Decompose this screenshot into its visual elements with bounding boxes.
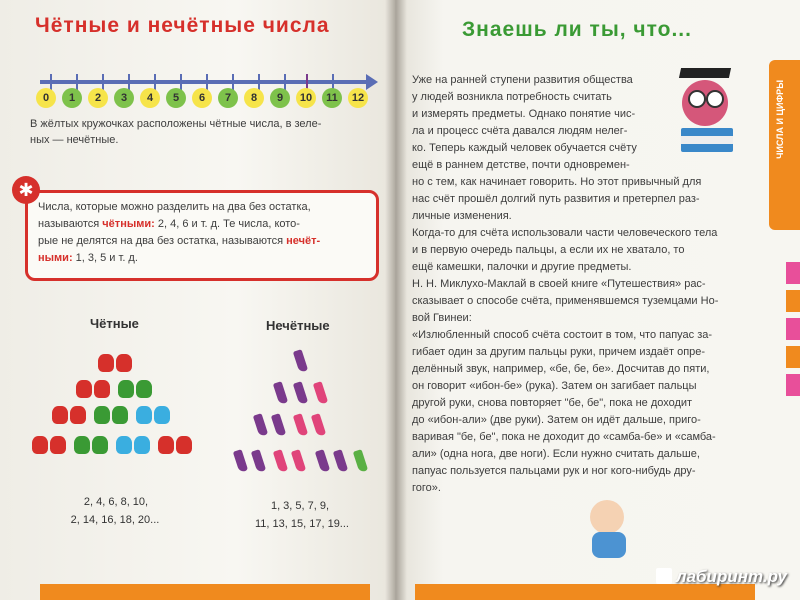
rule-line-2: называются чётными: 2, 4, 6 и т. д. Те числа, кото- <box>38 218 300 230</box>
number-circle: 9 <box>270 88 290 108</box>
rule-line-3: рые не делятся на два без остатка, называются нечёт- <box>38 235 321 247</box>
number-circle: 8 <box>244 88 264 108</box>
text-line: нас счёт прошёл долгий путь развития и претерпел раз- <box>412 193 700 205</box>
edge-tab <box>786 318 800 340</box>
section-side-tab: ЧИСЛА И ЦИФРЫ <box>769 60 800 230</box>
child-illustration <box>590 500 624 534</box>
owl-illustration <box>682 80 728 126</box>
legend-text-1: В жёлтых кружочках расположены чётные числа, в зеле- <box>30 118 322 130</box>
rule-line-4: ными: 1, 3, 5 и т. д. <box>38 252 138 264</box>
number-circle: 5 <box>166 88 186 108</box>
text-line: Н. Н. Миклухо-Маклай в своей книге «Путешествия» рас- <box>412 278 706 290</box>
book-gutter <box>385 0 407 600</box>
number-circle: 10 <box>296 88 316 108</box>
edge-tab <box>786 374 800 396</box>
text-line: но с тем, как начинает говорить. Но этот привычный для <box>412 176 702 188</box>
text-line: личные изменения. <box>412 210 512 222</box>
books-illustration <box>681 128 733 152</box>
number-circle: 2 <box>88 88 108 108</box>
text-line: и измерять предметы. Однако понятие чис- <box>412 108 636 120</box>
graduation-cap-icon <box>679 68 731 78</box>
text-line: Уже на ранней ступени развития общества <box>412 74 633 86</box>
number-circle: 6 <box>192 88 212 108</box>
text-line: Когда-то для счёта использовали части человеческого тела <box>412 227 718 239</box>
text-line: гого». <box>412 482 441 494</box>
text-line: и в первую очередь пальцы, а если их не хватало, то <box>412 244 685 256</box>
text-line: другой руки, снова повторяет "бе, бе", пока не доходит <box>412 397 693 409</box>
number-circle: 7 <box>218 88 238 108</box>
odd-heading: Нечётные <box>266 318 330 333</box>
text-line: у людей возникла потребность считать <box>412 91 612 103</box>
edge-tab <box>786 290 800 312</box>
number-circle: 3 <box>114 88 134 108</box>
text-line: до «ибон-али» (две руки). Затем он идёт дальше, приго- <box>412 414 701 426</box>
page-title: Знаешь ли ты, что... <box>462 18 692 41</box>
even-sequence-2: 2, 14, 16, 18, 20... <box>70 514 160 526</box>
text-line: сказывает о способе счёта, применявшемся туземцами Но- <box>412 295 719 307</box>
number-circle: 12 <box>348 88 368 108</box>
number-circle: 0 <box>36 88 56 108</box>
rule-line-1: Числа, которые можно разделить на два без остатка, <box>38 201 311 213</box>
number-circle: 1 <box>62 88 82 108</box>
text-line: варивая "бе, бе", пока не доходит до «самба-бе» и «самба- <box>412 431 716 443</box>
even-heading: Чётные <box>90 316 139 331</box>
text-line: делённый звук, например, «бе, бе, бе». Досчитав до пяти, <box>412 363 710 375</box>
legend-text-2: ных — нечётные. <box>30 134 119 146</box>
left-page <box>0 0 395 600</box>
page-footer-band <box>40 584 370 600</box>
odd-sequence-2: 11, 13, 15, 17, 19... <box>255 518 349 530</box>
text-line: ко. Теперь каждый человек обучается счёту <box>412 142 637 154</box>
text-line: ещё в раннем детстве, почти одновремен- <box>412 159 630 171</box>
number-circle: 4 <box>140 88 160 108</box>
number-circle: 11 <box>322 88 342 108</box>
odd-sequence-1: 1, 3, 5, 7, 9, <box>270 500 330 512</box>
text-line: ещё камешки, палочки и другие предметы. <box>412 261 632 273</box>
text-line: «Излюбленный способ счёта состоит в том, что папуас за- <box>412 329 713 341</box>
text-line: он говорит «ибон-бе» (рука). Затем он загибает пальцы <box>412 380 697 392</box>
edge-tab <box>786 346 800 368</box>
watermark: лабиринт.ру <box>676 567 787 586</box>
asterisk-icon: ✱ <box>12 176 40 204</box>
text-line: гибает один за другим пальцы руки, причем издаёт опре- <box>412 346 706 358</box>
text-line: ла и процесс счёта давался людям нелег- <box>412 125 628 137</box>
text-line: али» (одна нога, две ноги). Если нужно считать дальше, <box>412 448 700 460</box>
text-line: вой Гвинеи: <box>412 312 472 324</box>
edge-tab <box>786 262 800 284</box>
text-line: папуас пользуется пальцами рук и ног кого-нибудь дру- <box>412 465 696 477</box>
number-line <box>40 80 370 84</box>
child-body-illustration <box>592 532 626 558</box>
even-sequence-1: 2, 4, 6, 8, 10, <box>83 496 149 508</box>
page-title: Чётные и нечётные числа <box>35 14 330 37</box>
labirint-logo-icon <box>656 568 672 584</box>
arrow-icon <box>366 74 378 90</box>
